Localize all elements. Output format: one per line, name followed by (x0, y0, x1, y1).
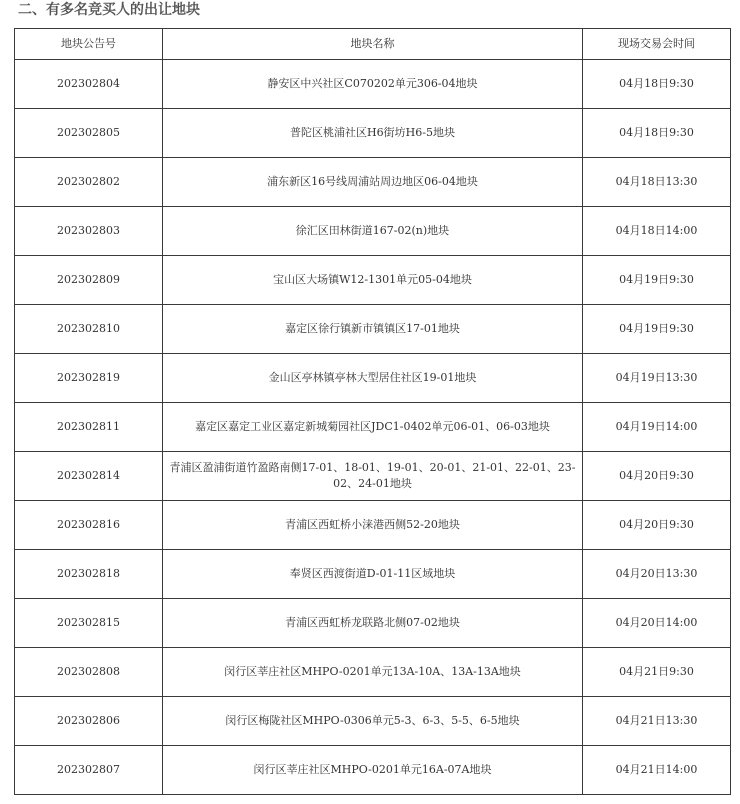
plot-name-cell: 嘉定区徐行镇新市镇镇区17-01地块 (163, 305, 583, 354)
table-row (15, 158, 731, 207)
plot-number-cell: 202302815 (15, 599, 163, 648)
plot-name-cell: 徐汇区田林街道167-02(n)地块 (163, 207, 583, 256)
plot-name-cell: 浦东新区16号线周浦站周边地区06-04地块 (163, 158, 583, 207)
header-plot-number: 地块公告号 (15, 29, 163, 60)
plot-number-cell: 202302809 (15, 256, 163, 305)
plot-number-cell: 202302819 (15, 354, 163, 403)
session-time-cell: 04月20日13:30 (583, 550, 731, 599)
plot-name-cell: 青浦区盈浦街道竹盈路南侧17-01、18-01、19-01、20-01、21-01、22-01、23-02、24-01地块 (163, 452, 583, 501)
table-row (15, 550, 731, 599)
table-row (15, 109, 731, 158)
table-row (15, 60, 731, 109)
plot-number-cell: 202302803 (15, 207, 163, 256)
table-row (15, 697, 731, 746)
table-row (15, 354, 731, 403)
session-time-cell: 04月21日13:30 (583, 697, 731, 746)
plot-number-cell: 202302802 (15, 158, 163, 207)
plot-number-cell: 202302816 (15, 501, 163, 550)
table-row (15, 648, 731, 697)
session-time-cell: 04月18日9:30 (583, 60, 731, 109)
plot-number-cell: 202302808 (15, 648, 163, 697)
section-title: 二、有多名竞买人的出让地块 (18, 2, 200, 18)
session-time-cell: 04月20日14:00 (583, 599, 731, 648)
session-time-cell: 04月18日14:00 (583, 207, 731, 256)
plot-name-cell: 青浦区西虹桥小涞港西侧52-20地块 (163, 501, 583, 550)
land-plots-table (14, 28, 731, 795)
table-row (15, 746, 731, 795)
header-plot-name: 地块名称 (163, 29, 583, 60)
plot-number-cell: 202302806 (15, 697, 163, 746)
plot-number-cell: 202302818 (15, 550, 163, 599)
session-time-cell: 04月20日9:30 (583, 501, 731, 550)
session-time-cell: 04月18日13:30 (583, 158, 731, 207)
plot-number-cell: 202302804 (15, 60, 163, 109)
session-time-cell: 04月21日14:00 (583, 746, 731, 795)
table-row (15, 599, 731, 648)
plot-name-cell: 嘉定区嘉定工业区嘉定新城菊园社区JDC1-0402单元06-01、06-03地块 (163, 403, 583, 452)
session-time-cell: 04月19日9:30 (583, 256, 731, 305)
plot-name-cell: 普陀区桃浦社区H6街坊H6-5地块 (163, 109, 583, 158)
session-time-cell: 04月19日13:30 (583, 354, 731, 403)
plot-name-cell: 宝山区大场镇W12-1301单元05-04地块 (163, 256, 583, 305)
plot-name-cell: 闵行区梅陇社区MHPO-0306单元5-3、6-3、5-5、6-5地块 (163, 697, 583, 746)
session-time-cell: 04月21日9:30 (583, 648, 731, 697)
plot-number-cell: 202302807 (15, 746, 163, 795)
table-row (15, 501, 731, 550)
table-row (15, 305, 731, 354)
table-row (15, 256, 731, 305)
session-time-cell: 04月19日9:30 (583, 305, 731, 354)
table-row (15, 403, 731, 452)
header-session-time: 现场交易会时间 (583, 29, 731, 60)
plot-number-cell: 202302805 (15, 109, 163, 158)
plot-name-cell: 静安区中兴社区C070202单元306-04地块 (163, 60, 583, 109)
plot-number-cell: 202302814 (15, 452, 163, 501)
session-time-cell: 04月20日9:30 (583, 452, 731, 501)
table-row (15, 207, 731, 256)
table-header-row (15, 29, 731, 60)
plot-number-cell: 202302810 (15, 305, 163, 354)
session-time-cell: 04月18日9:30 (583, 109, 731, 158)
plot-name-cell: 闵行区莘庄社区MHPO-0201单元13A-10A、13A-13A地块 (163, 648, 583, 697)
session-time-cell: 04月19日14:00 (583, 403, 731, 452)
plot-name-cell: 闵行区莘庄社区MHPO-0201单元16A-07A地块 (163, 746, 583, 795)
table-row (15, 452, 731, 501)
plot-name-cell: 奉贤区西渡街道D-01-11区域地块 (163, 550, 583, 599)
plot-name-cell: 青浦区西虹桥龙联路北侧07-02地块 (163, 599, 583, 648)
plot-number-cell: 202302811 (15, 403, 163, 452)
plot-name-cell: 金山区亭林镇亭林大型居住社区19-01地块 (163, 354, 583, 403)
